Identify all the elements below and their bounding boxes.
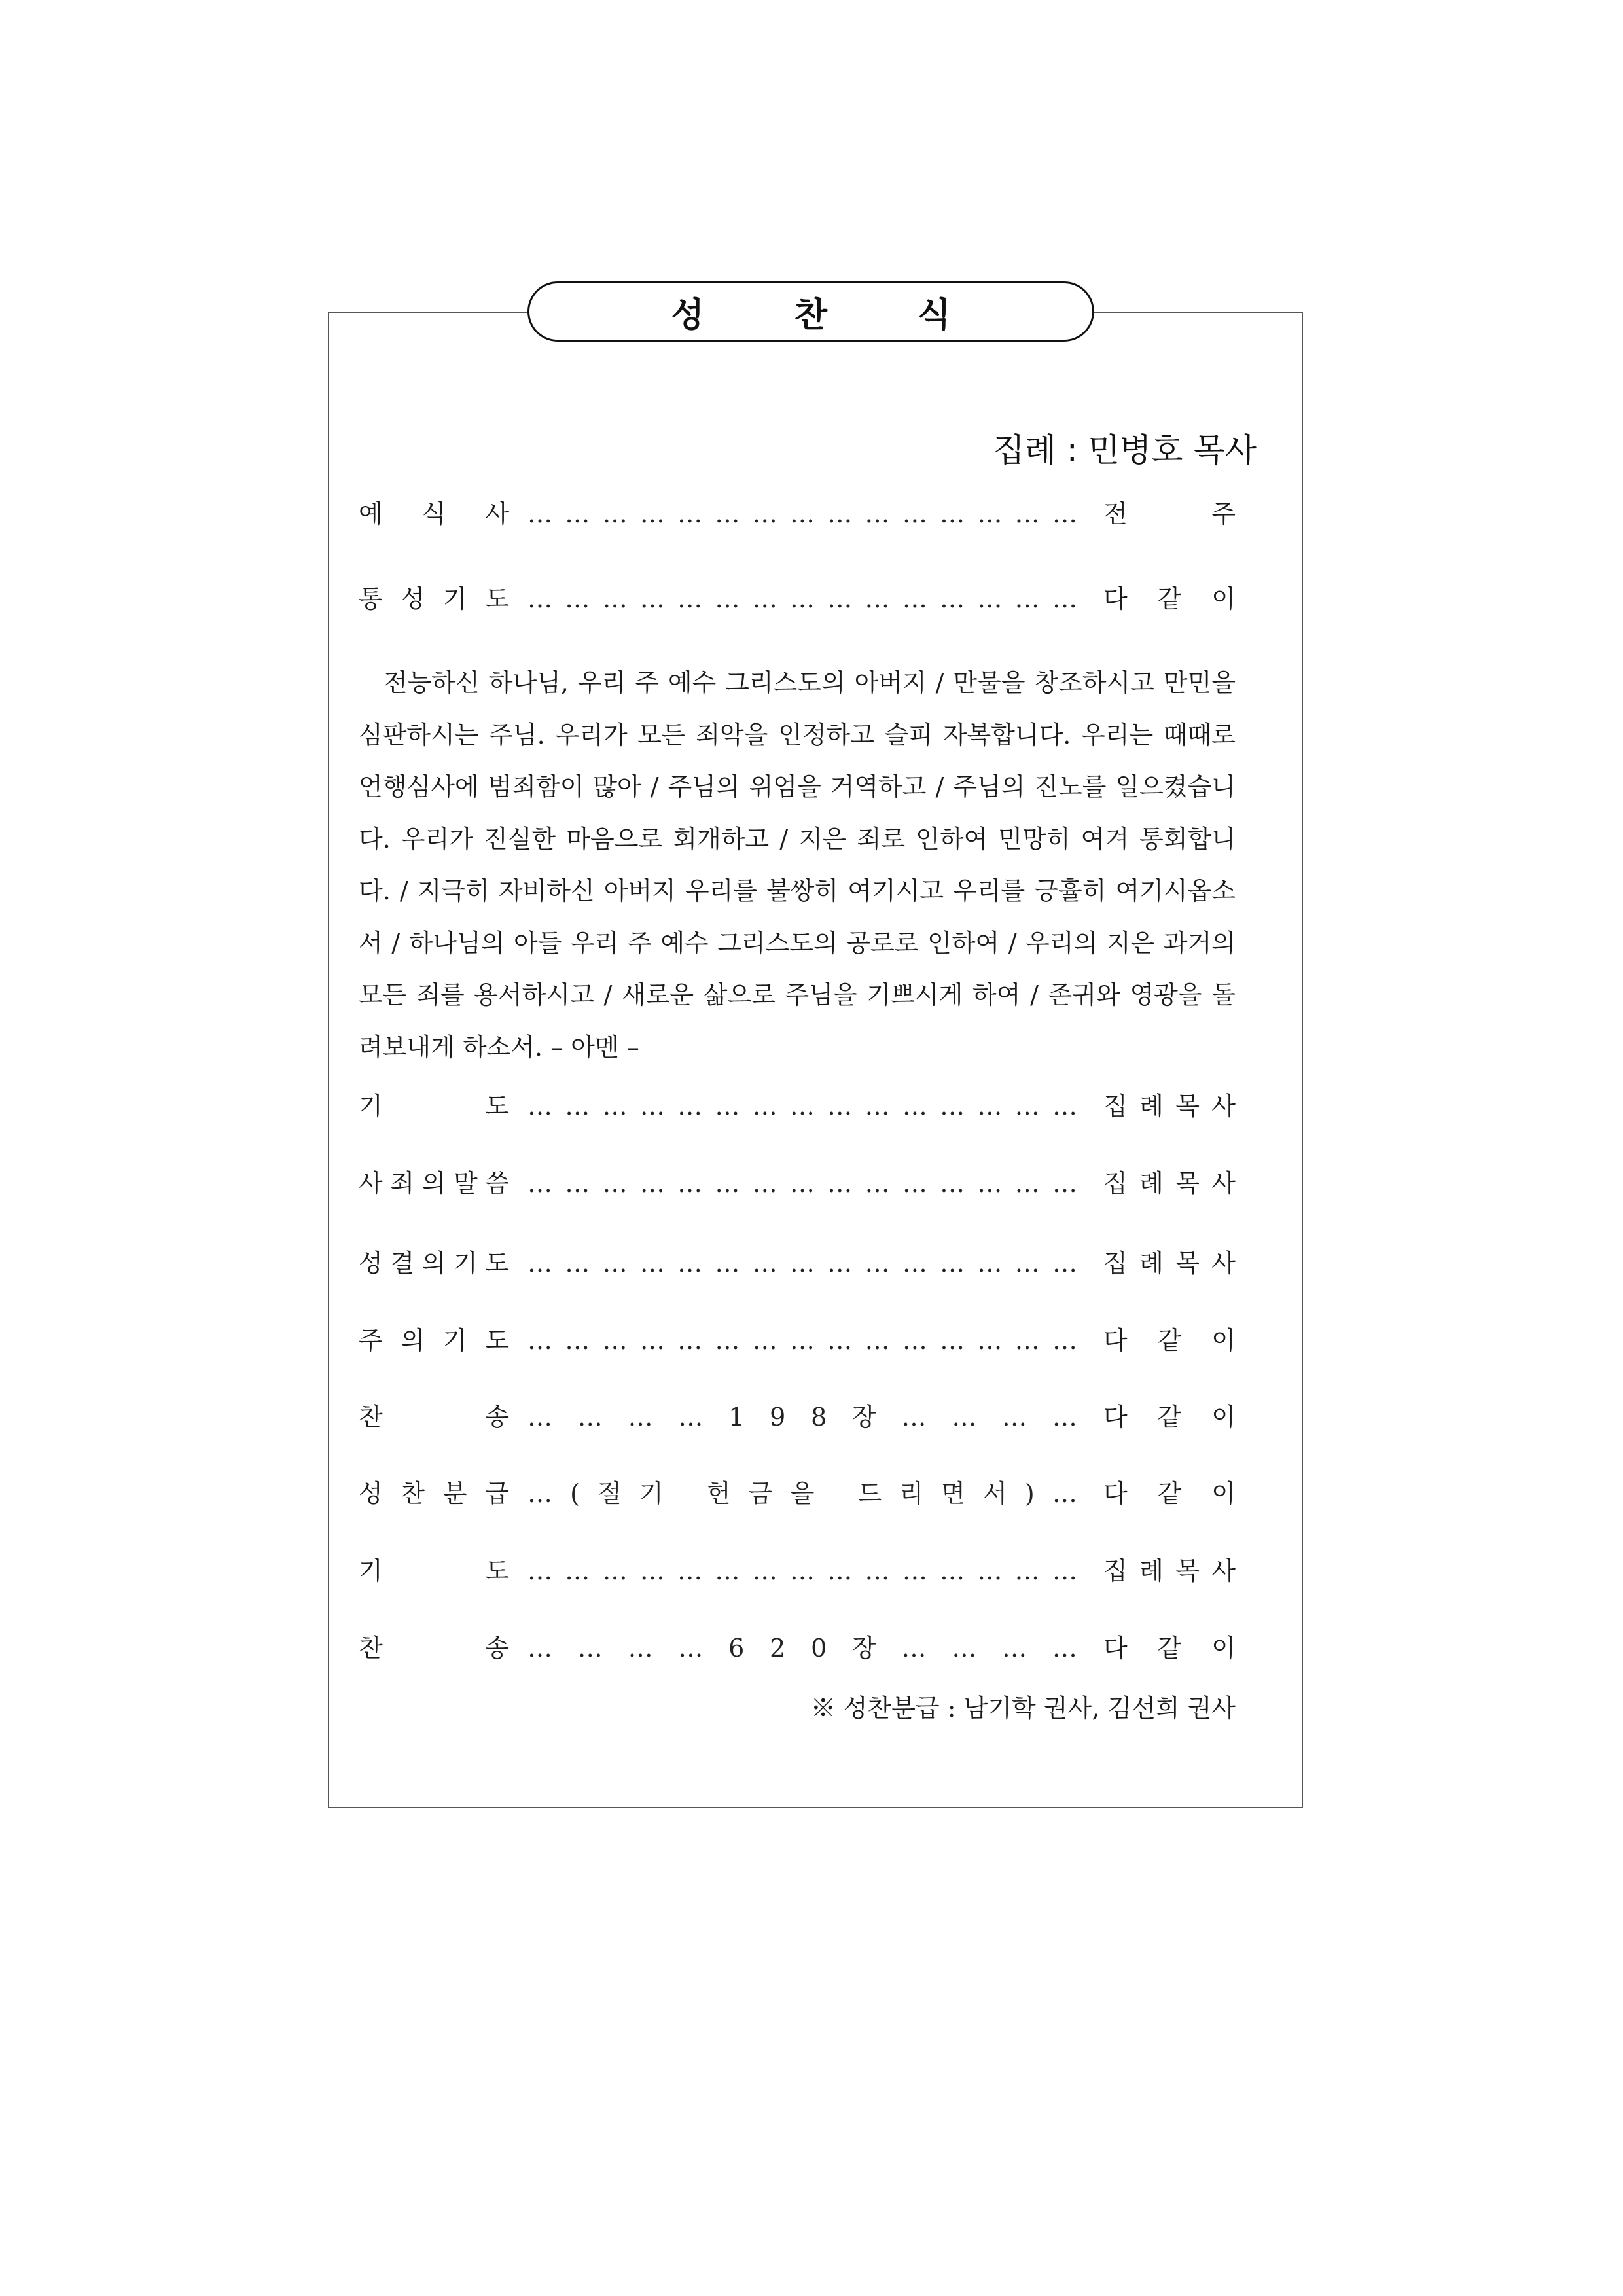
confession-prayer-text: 전능하신 하나님, 우리 주 예수 그리스도의 아버지 / 만물을 창조하시고 만민을 심판하시는 주님. 우리가 모든 죄악을 인정하고 슬피 자복합니다. 우리는 때때로 언행심사에 범죄함이 많아 / 주님의 위엄을 거역하고 / 주님의 진노를 일으켰습니다. 우리가 진실한 마음으로 회개하고 / 지은 죄로 인하여 민망히 여겨 통회합니다. / 지극히 자비하신 아버지 우리를 불쌍히 여기시고 우리를 긍휼히 여기시옵소서 / 하나님의 아들 우리 주 예수 그리스도의 공로로 인하여 / 우리의 지은 과거의 모든 죄를 용서하시고 / 새로운 삶으로 주님을 기쁘시게 하여 / 존귀와 영광을 돌려보내게 하소서. – 아멘 – [359, 668, 1236, 1062]
service-row-leader: … … … … … … … … … … … … … … … [527, 1249, 1077, 1278]
service-row-leader: … … … … … … … … … … … … … … … [527, 1092, 1077, 1121]
service-row-label: 예 식 사 [359, 499, 509, 528]
service-row [359, 1474, 1236, 1513]
service-row-label: 기 도 [359, 1556, 509, 1585]
service-row [359, 1397, 1236, 1437]
service-row [359, 579, 1236, 619]
service-row [359, 1628, 1236, 1668]
service-row-label: 통 성 기 도 [359, 584, 509, 613]
service-row-leader: … … … … … … … … … … … … … … … [527, 1326, 1077, 1355]
service-row [359, 1164, 1236, 1203]
service-row [359, 1321, 1236, 1360]
service-row-leader: … ( 절 기 헌 금 을 드 리 면 서 ) … [527, 1479, 1077, 1508]
service-row-response: 전 주 [1103, 499, 1236, 528]
service-row-label: 주 의 기 도 [359, 1326, 509, 1355]
title-banner [527, 281, 1094, 342]
service-row-leader: … … … … … … … … … … … … … … … [527, 1556, 1077, 1585]
service-row-response: 다 같 이 [1103, 1479, 1236, 1508]
service-row-response: 집 례 목 사 [1103, 1169, 1236, 1198]
service-row-response: 집 례 목 사 [1103, 1249, 1236, 1278]
service-row-label: 찬 송 [359, 1634, 509, 1662]
service-row-leader: … … … … … … … … … … … … … … … [527, 1169, 1077, 1198]
service-row [359, 1551, 1236, 1590]
service-row-label: 성 결 의 기 도 [359, 1249, 509, 1278]
service-row-label: 찬 송 [359, 1403, 509, 1431]
service-row-leader: … … … … 6 2 0 장 … … … … [527, 1634, 1077, 1662]
service-row [359, 494, 1236, 533]
service-row-label: 사 죄 의 말 씀 [359, 1169, 509, 1198]
service-row-leader: … … … … … … … … … … … … … … … [527, 499, 1077, 528]
service-row-response: 다 같 이 [1103, 584, 1236, 613]
service-row-label: 기 도 [359, 1092, 509, 1121]
service-row-response: 다 같 이 [1103, 1403, 1236, 1431]
service-row-leader: … … … … 1 9 8 장 … … … … [527, 1403, 1077, 1431]
service-row [359, 1086, 1236, 1126]
presider-line: 집례 : 민병호 목사 [993, 431, 1257, 469]
service-row-label: 성 찬 분 급 [359, 1479, 509, 1508]
page-title: 성 찬 식 [671, 295, 990, 335]
service-row-response: 다 같 이 [1103, 1326, 1236, 1355]
distribution-note: ※ 성찬분급 : 남기학 권사, 김선희 권사 [810, 1694, 1236, 1723]
service-row [359, 1244, 1236, 1283]
service-row-response: 다 같 이 [1103, 1634, 1236, 1662]
service-row-response: 집 례 목 사 [1103, 1092, 1236, 1121]
service-row-response: 집 례 목 사 [1103, 1556, 1236, 1585]
service-row-leader: … … … … … … … … … … … … … … … [527, 584, 1077, 613]
